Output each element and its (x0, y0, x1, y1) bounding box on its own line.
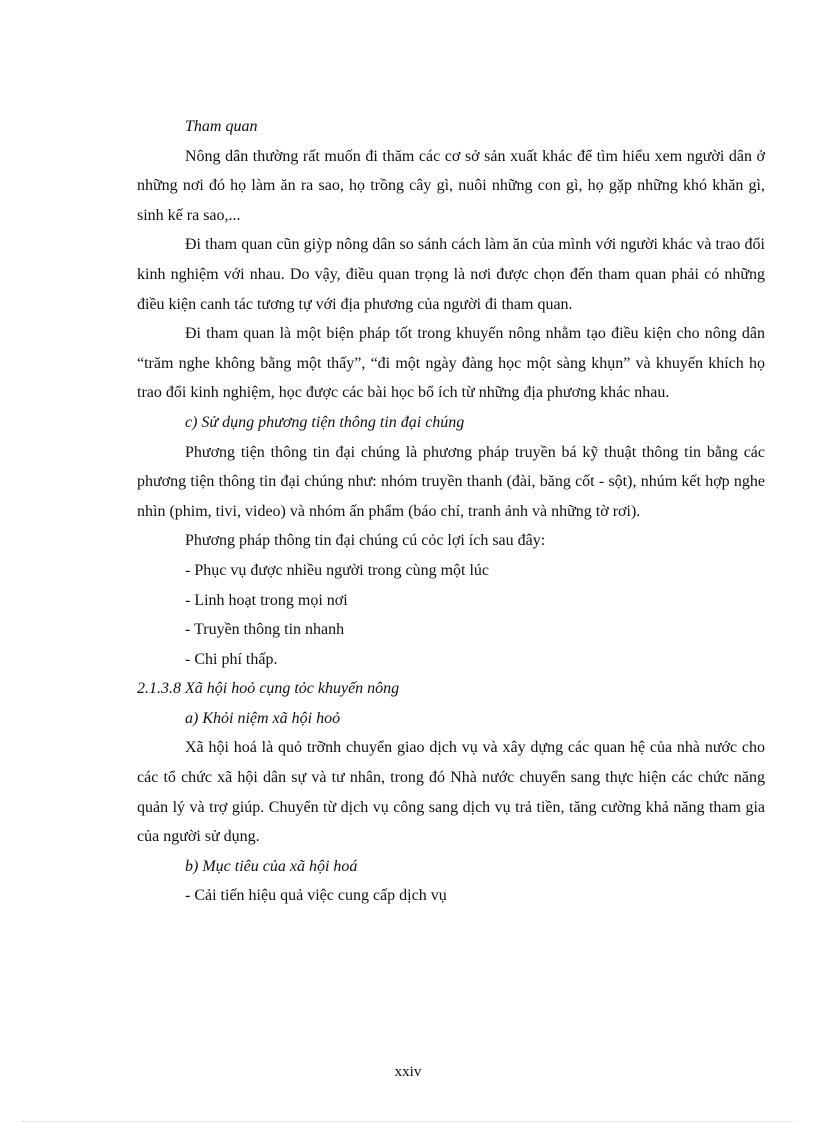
page-bottom-divider (22, 1121, 794, 1122)
page-number: xxiv (394, 1064, 422, 1080)
subheading-tham-quan: Tham quan (185, 118, 258, 135)
paragraph: Phương tiện thông tin đại chúng là phương pháp truyền bá kỹ thuật thông tin bằng các phương tiện thông tin đại chúng như: nhóm truyền thanh (đài, băng cốt - sột), nhúm kết hợp nghe nhìn (phim, tivi, video) và nhóm ấn phẩm (báo chí, tranh ảnh và những tờ rơi). (137, 443, 765, 520)
list-item: - Cải tiến hiệu quả việc cung cấp dịch vụ (185, 887, 447, 905)
subheading-mass-media: c) Sử dụng phương tiện thông tin đại chúng (185, 413, 465, 431)
list-item: - Linh hoạt trong mọi nơi (185, 591, 348, 609)
document-body (137, 112, 765, 911)
list-item: - Phục vụ được nhiều người trong cùng một lúc (185, 561, 489, 579)
paragraph: Đi tham quan cũn giỳp nông dân so sánh cách làm ăn của mình với người khác và trao đổi kinh nghiệm với nhau. Do vậy, điều quan trọng là nơi được chọn đến tham quan phải có những điều kiện canh tác tương tự với địa phương của người đi tham quan. (137, 236, 765, 313)
list-intro: Phương pháp thông tin đại chúng cú cỏc lợi ích sau đây: (185, 532, 546, 550)
list-item: - Chi phí thấp. (185, 650, 278, 668)
paragraph: Nông dân thường rất muốn đi thăm các cơ sở sản xuất khác để tìm hiểu xem người dân ở những nơi đó họ làm ăn ra sao, họ trồng cây gì, nuôi những con gì, họ gặp những khó khăn gì, sinh kế ra sao,... (137, 147, 765, 224)
paragraph: Đi tham quan là một biện pháp tốt trong khuyến nông nhằm tạo điều kiện cho nông dân “trăm nghe không bằng một thấy”, “đi một ngày đàng học một sàng khụn” và khuyến khích họ trao đổi kinh nghiệm, học được các bài học bổ ích từ những địa phương khác nhau. (137, 325, 765, 402)
subheading-objectives: b) Mục tiêu của xã hội hoá (185, 857, 358, 875)
subheading-concept: a) Khỏi niệm xã hội hoỏ (185, 709, 341, 727)
paragraph: Xã hội hoá là quỏ trỡnh chuyển giao dịch vụ và xây dựng các quan hệ của nhà nước cho các tổ chức xã hội dân sự và tư nhân, trong đó Nhà nước chuyển sang thực hiện các chức năng quản lý và trợ giúp. Chuyển từ dịch vụ công sang dịch vụ trả tiền, tăng cường khả năng tham gia của người sử dụng. (137, 739, 765, 846)
section-heading: 2.1.3.8 Xã hội hoỏ cụng tỏc khuyến nông (137, 680, 400, 698)
list-item: - Truyền thông tin nhanh (185, 621, 345, 639)
